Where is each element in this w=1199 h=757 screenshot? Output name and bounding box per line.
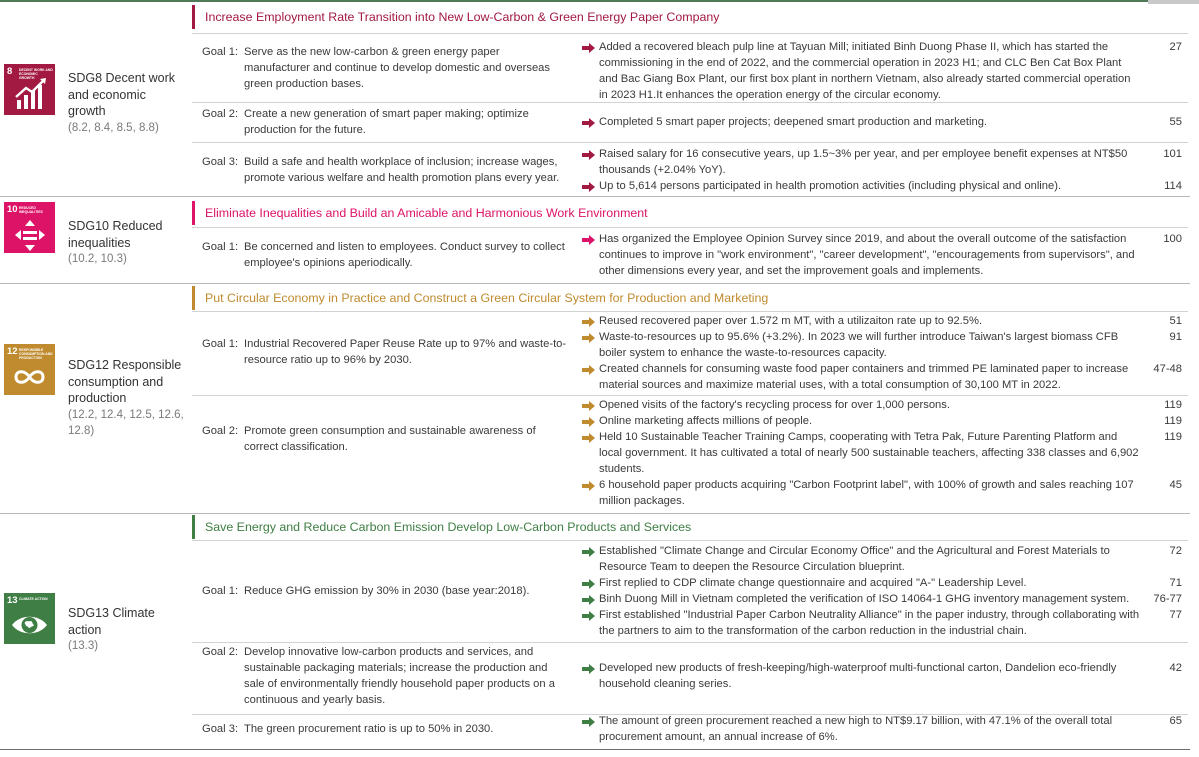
- theme-heading: Increase Employment Rate Transition into New Low-Carbon & Green Energy Paper Company: [192, 5, 1188, 29]
- arrow-right-icon: [582, 333, 595, 349]
- goal-label: Goal 2:: [202, 425, 239, 437]
- arrow-right-icon: [582, 235, 595, 251]
- page-ref: 119: [1164, 431, 1182, 443]
- sdg13-icon: 13 CLIMATE ACTION: [4, 593, 55, 644]
- result-text: Completed 5 smart paper projects; deepened smart production and marketing.: [599, 116, 988, 128]
- result-text: Opened visits of the factory's recycling process for over 1,000 persons.: [599, 399, 950, 411]
- result-text: Established "Climate Change and Circular Economy Office" and the Agricultural and Forest Materials to Resource Team to deepen the Resource Circulation blueprint.: [599, 545, 1110, 573]
- sdg-targets: (10.2, 10.3): [68, 253, 127, 265]
- infinity-icon: [4, 344, 55, 395]
- goal-text: Serve as the new low-carbon & green energy paper manufacturer and continue to develop domestic and overseas green production bases.: [244, 46, 550, 90]
- theme-heading: Put Circular Economy in Practice and Construct a Green Circular System for Production and Marketing: [192, 286, 1188, 310]
- sdg-name: SDG13 Climate action: [68, 606, 155, 637]
- theme-heading: Save Energy and Reduce Carbon Emission Develop Low-Carbon Products and Services: [192, 515, 1188, 539]
- goal-row: [192, 540, 1188, 642]
- page-ref: 27: [1169, 41, 1182, 53]
- sdg8-icon: 8 DECENT WORK AND ECONOMIC GROWTH: [4, 64, 55, 115]
- page-ref: 100: [1163, 233, 1182, 245]
- result-text: 6 household paper products acquiring "Carbon Footprint label", with 100% of growth and sales reaching 107 million packages.: [599, 479, 1134, 507]
- result-text: First established "Industrial Paper Carbon Neutrality Alliance" in the paper industry, through collaborating with the partners to aim to the transformation of the carbon reduction in the industrial chain.: [599, 609, 1140, 637]
- result-text: Has organized the Employee Opinion Survey since 2019, and about the overall outcome of the satisfaction continues to improve in "work environment", "career development", "encouragements from supervisors", and other dimensions every year, and set the improvement goals and implements.: [599, 233, 1135, 277]
- arrow-right-icon: [582, 547, 595, 563]
- result-text: Developed new products of fresh-keeping/high-waterproof multi-functional carton, Dandelion eco-friendly household cleaning series.: [599, 662, 1117, 690]
- sdg-targets: (8.2, 8.4, 8.5, 8.8): [68, 121, 159, 134]
- page-ref: 76-77: [1153, 593, 1182, 605]
- arrow-right-icon: [582, 43, 595, 59]
- result-text: Held 10 Sustainable Teacher Training Camps, cooperating with Tetra Pak, Future Parenting Platform and local government. It has cultivated a total of nearly 500 sustainable teachers, affecting 338 classes and 6,902 students.: [599, 431, 1139, 475]
- goal-label: Goal 1:: [202, 46, 239, 58]
- goal-label: Goal 1:: [202, 338, 239, 350]
- result-text: The amount of green procurement reached a new high to NT$9.17 billion, with 47.1% of the overall total procurement amount, an annual increase of 6%.: [599, 715, 1113, 743]
- page-ref: 114: [1164, 180, 1182, 192]
- sdg10-section: [0, 198, 1190, 284]
- arrow-right-icon: [582, 611, 595, 627]
- sdg-name: SDG10 Reduced inequalities: [68, 219, 163, 250]
- page-ref: 101: [1163, 148, 1182, 160]
- arrow-right-icon: [582, 481, 595, 497]
- goal-text: Reduce GHG emission by 30% in 2030 (base year:2018).: [244, 585, 530, 597]
- goal-text: Be concerned and listen to employees. Conduct survey to collect employee's opinions aperiodically.: [244, 241, 565, 269]
- goal-label: Goal 2:: [202, 646, 239, 658]
- goal-row: [192, 102, 1188, 142]
- page-ref: 71: [1169, 577, 1182, 589]
- goal-row: [192, 311, 1188, 395]
- goal-text: Promote green consumption and sustainable awareness of correct classification.: [244, 425, 536, 453]
- goal-label: Goal 1:: [202, 585, 239, 597]
- result-text: Added a recovered bleach pulp line at Tayuan Mill; initiated Binh Duong Phase II, which has started the commissioning in the end of 2022, and the commercial operation in 2023 H1; and CLC Ben Cat Box Plant and Bac Giang Box Plant, our first box plant in northern Vietnam, also already started commercial operation in 2023 H1.It enhances the operation energy of the circular economy.: [599, 41, 1131, 101]
- page-ref: 45: [1169, 479, 1182, 491]
- goal-label: Goal 3:: [202, 723, 239, 735]
- result-text: Waste-to-resources up to 95.6% (+3.2%). In 2023 we will further introduce Taiwan's largest biomass CFB boiler system to enhance the waste-to-resources capacity.: [599, 331, 1119, 359]
- goal-label: Goal 2:: [202, 108, 239, 120]
- page-ref: 119: [1164, 415, 1182, 427]
- page-ref: 119: [1164, 399, 1182, 411]
- sdg-targets: (13.3): [68, 640, 99, 652]
- result-text: Online marketing affects millions of people.: [599, 415, 813, 427]
- sdg13-section: [0, 515, 1190, 750]
- goal-text: Build a safe and health workplace of inclusion; increase wages, promote various welfare and health promotion plans every year.: [244, 156, 560, 184]
- sdg-name: SDG8 Decent work and economic growth: [68, 71, 175, 118]
- result-text: Reused recovered paper over 1.572 m MT, with a utilizaiton rate up to 92.5%.: [599, 315, 983, 327]
- goal-row: [192, 714, 1188, 750]
- goal-label: Goal 3:: [202, 156, 239, 168]
- page-ref: 47-48: [1153, 363, 1182, 375]
- sdg-name: SDG12 Responsible consumption and production: [68, 358, 182, 405]
- goal-text: The green procurement ratio is up to 50% in 2030.: [244, 723, 494, 735]
- goal-label: Goal 1:: [202, 241, 239, 253]
- earth-eye-icon: [4, 593, 55, 644]
- goal-row: [192, 395, 1188, 514]
- goal-text: Create a new generation of smart paper making; optimize production for the future.: [244, 108, 529, 136]
- arrow-right-icon: [582, 118, 595, 134]
- sdg8-section: [0, 4, 1190, 197]
- page-ref: 72: [1169, 545, 1182, 557]
- page-ref: 51: [1169, 315, 1182, 327]
- goal-row: [192, 227, 1188, 284]
- result-text: Created channels for consuming waste food paper containers and trimmed PE laminated paper to increase material sources and maximize material uses, with a total consumption of 30,100 MT in 2022.: [599, 363, 1129, 391]
- sdg10-icon: 10 REDUCED INEQUALITIES: [4, 202, 55, 253]
- arrow-right-icon: [582, 182, 595, 198]
- page-ref: 77: [1169, 609, 1182, 621]
- page-ref: 91: [1169, 331, 1182, 343]
- page-ref: 55: [1169, 116, 1182, 128]
- sdg12-icon: 12 RESPONSIBLE CONSUMPTION AND PRODUCTION: [4, 344, 55, 395]
- page-ref: 42: [1169, 662, 1182, 674]
- theme-heading: Eliminate Inequalities and Build an Amicable and Harmonious Work Environment: [192, 201, 1188, 225]
- sdg12-section: [0, 285, 1190, 514]
- result-text: Raised salary for 16 consecutive years, up 1.5~3% per year, and per employee benefit expenses at NT$50 thousands (+2.04% YoY).: [599, 148, 1128, 176]
- goal-row: [192, 33, 1188, 102]
- sdg8-label: [68, 70, 186, 136]
- page-ref: 65: [1169, 715, 1182, 727]
- goal-text: Develop innovative low-carbon products and services, and sustainable packaging materials; increase the production and sale of environmentally friendly household paper products on a continuous and yearly basis.: [244, 646, 555, 706]
- arrow-right-icon: [582, 717, 595, 733]
- sdg12-label: [68, 357, 186, 439]
- arrow-right-icon: [582, 433, 595, 449]
- equality-icon: [4, 202, 55, 253]
- growth-chart-icon: [4, 64, 55, 115]
- goal-text: Industrial Recovered Paper Reuse Rate up to 97% and waste-to-resource ratio up to 96% by 2030.: [244, 338, 567, 366]
- result-text: First replied to CDP climate change questionnaire and acquired "A-" Leadership Level.: [599, 577, 1027, 589]
- result-text: Up to 5,614 persons participated in health promotion activities (including physical and online).: [599, 180, 1062, 192]
- sdg-targets: (12.2, 12.4, 12.5, 12.6, 12.8): [68, 408, 184, 437]
- arrow-right-icon: [582, 150, 595, 166]
- arrow-right-icon: [582, 365, 595, 381]
- arrow-right-icon: [582, 664, 595, 680]
- goal-row: [192, 642, 1188, 714]
- goal-row: [192, 142, 1188, 197]
- result-text: Binh Duong Mill in Vietnam completed the verification of ISO 14064-1 GHG inventory management system.: [599, 593, 1130, 605]
- sdg13-label: [68, 605, 186, 654]
- sdg10-label: [68, 218, 186, 267]
